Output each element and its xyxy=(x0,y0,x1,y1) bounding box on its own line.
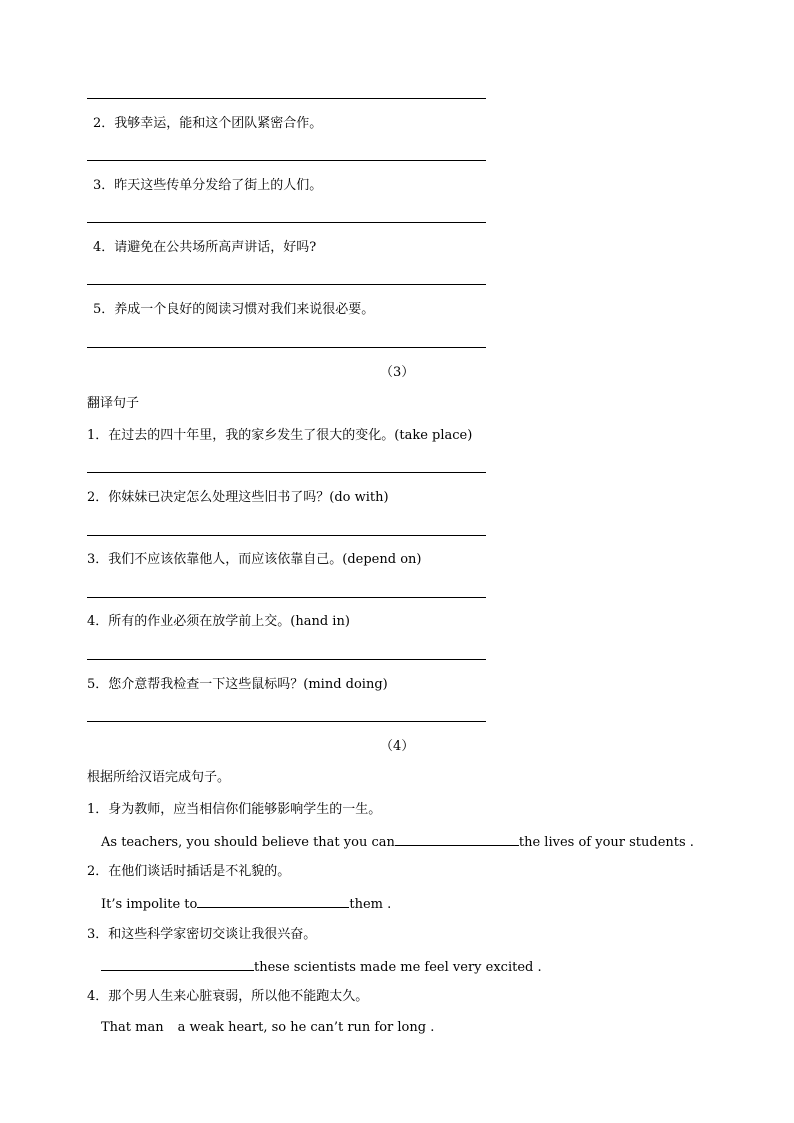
section-heading-3: 翻译句子 xyxy=(87,396,140,411)
sentence-text: As teachers, you should believe that you can xyxy=(101,835,395,850)
fill-sentence-4-2 xyxy=(101,895,391,913)
fill-sentence-4-4 xyxy=(101,1020,434,1036)
fill-blank[interactable] xyxy=(395,833,519,846)
question-3-5: 5．您介意帮我检查一下这些鼠标吗？(mind doing) xyxy=(87,677,388,692)
question-3-1: 1．在过去的四十年里，我的家乡发生了很大的变化。(take place) xyxy=(87,428,473,443)
sentence-text: It’s impolite to xyxy=(101,897,198,912)
fill-sentence-4-3 xyxy=(101,958,542,976)
fill-sentence-4-1 xyxy=(101,833,694,851)
answer-line[interactable] xyxy=(87,472,486,473)
answer-line[interactable] xyxy=(87,597,486,598)
question-4-2: 2．在他们谈话时插话是不礼貌的。 xyxy=(87,864,291,879)
question-3-4: 4．所有的作业必须在放学前上交。(hand in) xyxy=(87,614,350,629)
question-4-4: 4．那个男人生来心脏衰弱，所以他不能跑太久。 xyxy=(87,989,369,1004)
question-4-3: 3．和这些科学家密切交谈让我很兴奋。 xyxy=(87,927,317,942)
question-4-1: 1．身为教师，应当相信你们能够影响学生的一生。 xyxy=(87,802,382,817)
sentence-text: them . xyxy=(349,897,392,912)
answer-line[interactable] xyxy=(87,535,486,536)
sentence-text: a weak heart, so he can’t run for long . xyxy=(177,1020,435,1035)
question-3-2: 2．你妹妹已决定怎么处理这些旧书了吗？(do with) xyxy=(87,490,389,505)
answer-line[interactable] xyxy=(87,222,486,223)
section-heading-4: 根据所给汉语完成句子。 xyxy=(87,770,231,785)
question-2-2: 2．我够幸运，能和这个团队紧密合作。 xyxy=(93,116,323,131)
sentence-text: the lives of your students . xyxy=(518,835,694,850)
question-2-5: 5．养成一个良好的阅读习惯对我们来说很必要。 xyxy=(93,302,375,317)
answer-line[interactable] xyxy=(87,659,486,660)
fill-blank[interactable] xyxy=(101,958,254,971)
section-number-4: （4） xyxy=(380,739,415,754)
section-number-3: （3） xyxy=(380,365,415,380)
sentence-text: That man xyxy=(101,1020,164,1035)
question-2-4: 4．请避免在公共场所高声讲话，好吗? xyxy=(93,240,317,255)
answer-line[interactable] xyxy=(87,284,486,285)
question-2-3: 3．昨天这些传单分发给了街上的人们。 xyxy=(93,178,323,193)
answer-line[interactable] xyxy=(87,347,486,348)
fill-blank[interactable] xyxy=(197,895,349,908)
answer-line[interactable] xyxy=(87,721,486,722)
answer-line[interactable] xyxy=(87,98,486,99)
answer-line[interactable] xyxy=(87,160,486,161)
sentence-text: these scientists made me feel very excited . xyxy=(254,960,542,975)
question-3-3: 3．我们不应该依靠他人，而应该依靠自己。(depend on) xyxy=(87,552,422,567)
